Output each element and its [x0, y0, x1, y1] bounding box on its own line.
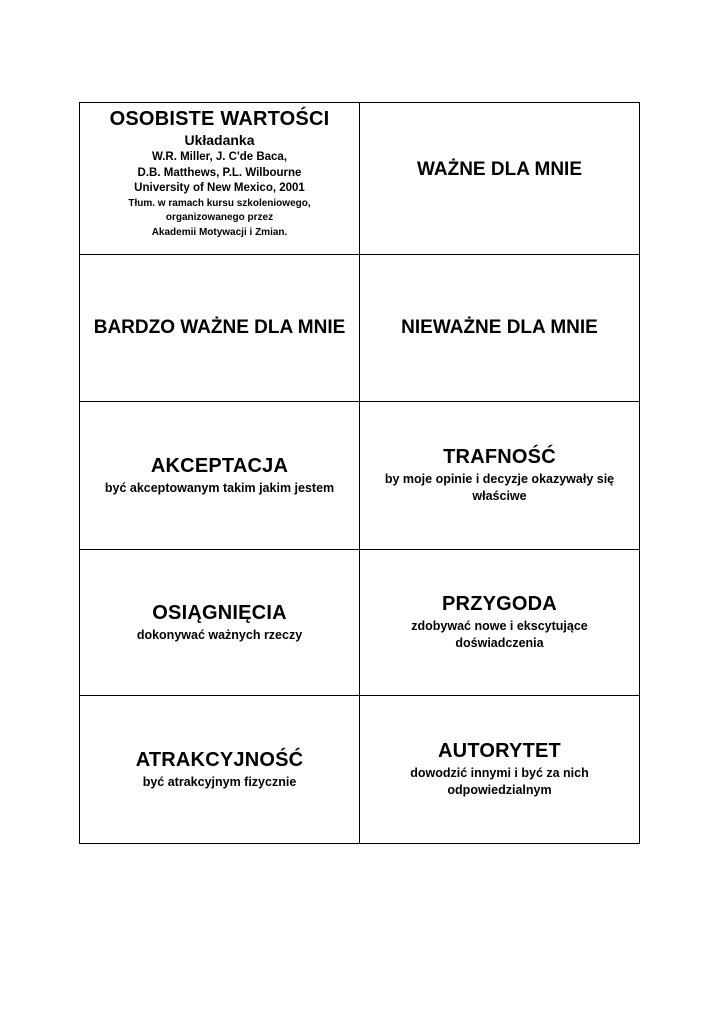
sheet-subtitle: Układanka: [184, 132, 255, 148]
value-title: PRZYGODA: [442, 593, 557, 615]
value-title: AUTORYTET: [438, 740, 561, 762]
value-title: AKCEPTACJA: [150, 454, 289, 477]
card-row: [80, 550, 640, 696]
category-label: BARDZO WAŻNE DLA MNIE: [93, 317, 346, 338]
card-row: [80, 255, 640, 402]
translation-line-2: organizowanego przez: [165, 212, 274, 223]
card-sheet: [79, 102, 640, 844]
authors-line-1: W.R. Miller, J. C'de Baca,: [151, 151, 288, 163]
value-title: OSIĄGNIĘCIA: [152, 601, 287, 624]
value-description: dokonywać ważnych rzeczy: [136, 627, 303, 642]
value-card: [360, 696, 640, 844]
card-row: [80, 696, 640, 844]
value-card: [360, 402, 640, 550]
affiliation: University of New Mexico, 2001: [134, 182, 305, 194]
value-description: dowodzić innymi i być za nich odpowiedzialnym: [410, 766, 589, 797]
value-description: by moje opinie i decyzje okazywały się właściwe: [384, 472, 615, 503]
category-card-very-important: [80, 255, 360, 402]
authors-line-2: D.B. Matthews, P.L. Wilbourne: [137, 166, 302, 179]
translation-line-1: Tłum. w ramach kursu szkoleniowego,: [128, 197, 311, 209]
card-row: [80, 103, 640, 255]
card-row: [80, 402, 640, 550]
category-label: WAŻNE DLA MNIE: [416, 159, 582, 180]
category-card-not-important: [360, 255, 640, 402]
value-description: być akceptowanym takim jakim jestem: [104, 480, 335, 495]
value-card: [80, 696, 360, 844]
value-title: TRAFNOŚĆ: [443, 446, 556, 468]
value-card: [80, 402, 360, 550]
category-card-important: [360, 103, 640, 255]
translation-line-3: Akademii Motywacji i Zmian.: [151, 226, 288, 238]
value-card: [80, 550, 360, 696]
header-card: [80, 103, 360, 255]
value-card: [360, 550, 640, 696]
value-title: ATRAKCYJNOŚĆ: [135, 748, 304, 771]
sheet-title: OSOBISTE WARTOŚCI: [109, 108, 330, 130]
category-label: NIEWAŻNE DLA MNIE: [401, 317, 598, 338]
value-description: być atrakcyjnym fizycznie: [142, 774, 297, 789]
value-description: zdobywać nowe i ekscytujące doświadczenia: [411, 619, 588, 650]
